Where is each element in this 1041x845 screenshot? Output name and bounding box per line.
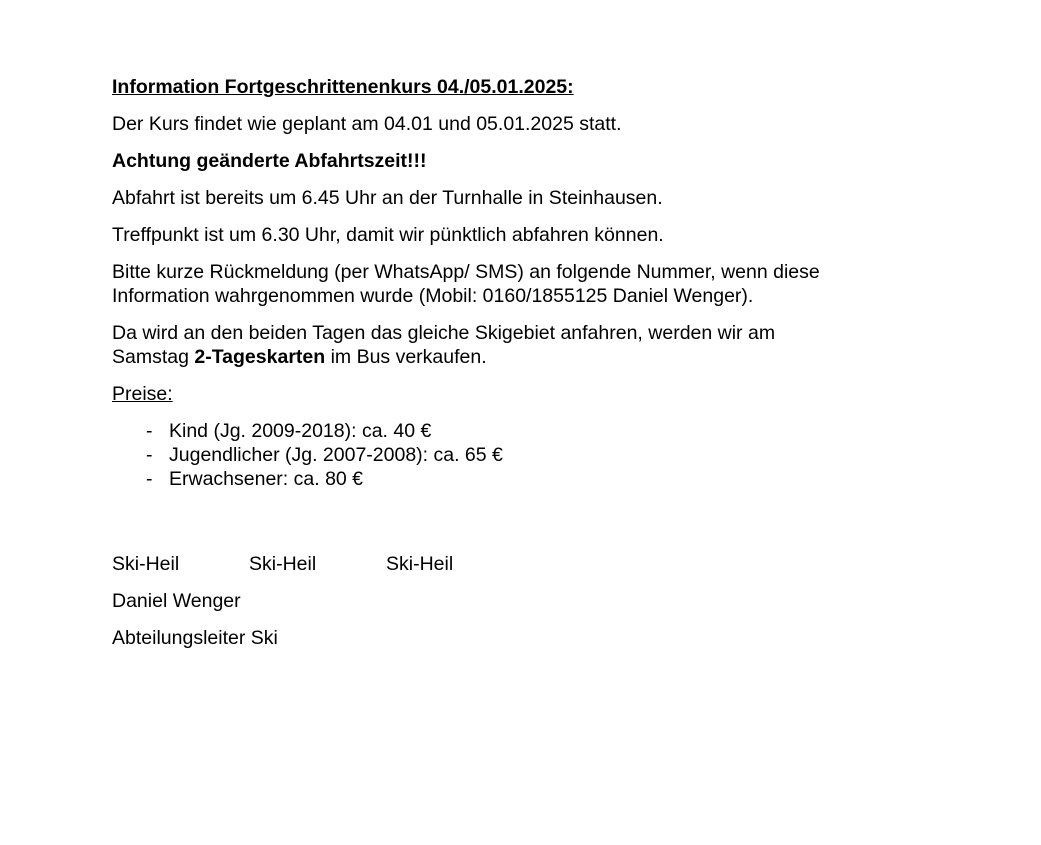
signer-name: Daniel Wenger — [112, 590, 241, 612]
document-page — [112, 75, 992, 663]
ticket-info — [112, 321, 992, 369]
warning-heading: Achtung geänderte Abfahrtszeit!!! — [112, 150, 427, 172]
ticket-line-2-post: im Bus verkaufen. — [325, 346, 487, 368]
signer-role: Abteilungsleiter Ski — [112, 627, 278, 649]
price-item-label: Erwachsener: ca. 80 € — [169, 468, 364, 490]
meeting-point-text: Treffpunkt ist um 6.30 Uhr, damit wir pünktlich abfahren können. — [112, 224, 664, 246]
departure-text: Abfahrt ist bereits um 6.45 Uhr an der Turnhalle in Steinhausen. — [112, 187, 663, 209]
prices-heading: Preise: — [112, 383, 173, 405]
price-item-label: Jugendlicher (Jg. 2007-2008): ca. 65 € — [169, 444, 503, 466]
course-info-text: Der Kurs findet wie geplant am 04.01 und 05.01.2025 statt. — [112, 113, 622, 135]
feedback-line-2: Information wahrgenommen wurde (Mobil: 0160/1855125 Daniel Wenger). — [112, 285, 754, 307]
greeting-2: Ski-Heil — [249, 553, 317, 575]
list-bullet: - — [146, 420, 153, 442]
greeting-3: Ski-Heil — [386, 553, 454, 575]
price-item-youth — [112, 443, 992, 467]
ticket-line-2 — [112, 345, 992, 369]
ticket-line-1: Da wird an den beiden Tagen das gleiche Skigebiet anfahren, werden wir am — [112, 322, 776, 344]
feedback-line-1: Bitte kurze Rückmeldung (per WhatsApp/ SMS) an folgende Nummer, wenn diese — [112, 261, 820, 283]
document-title: Information Fortgeschrittenenkurs 04./05.01.2025: — [112, 76, 574, 98]
price-item-child — [112, 419, 992, 443]
price-item-label: Kind (Jg. 2009-2018): ca. 40 € — [169, 420, 432, 442]
ticket-line-2-pre: Samstag — [112, 346, 195, 368]
price-item-adult — [112, 467, 992, 491]
closing-greetings — [112, 552, 992, 576]
greeting-1: Ski-Heil — [112, 553, 180, 575]
price-list — [112, 419, 992, 491]
ticket-type-highlight: 2-Tageskarten — [194, 346, 326, 368]
feedback-request — [112, 260, 992, 308]
list-bullet: - — [146, 444, 153, 466]
list-bullet: - — [146, 468, 153, 490]
